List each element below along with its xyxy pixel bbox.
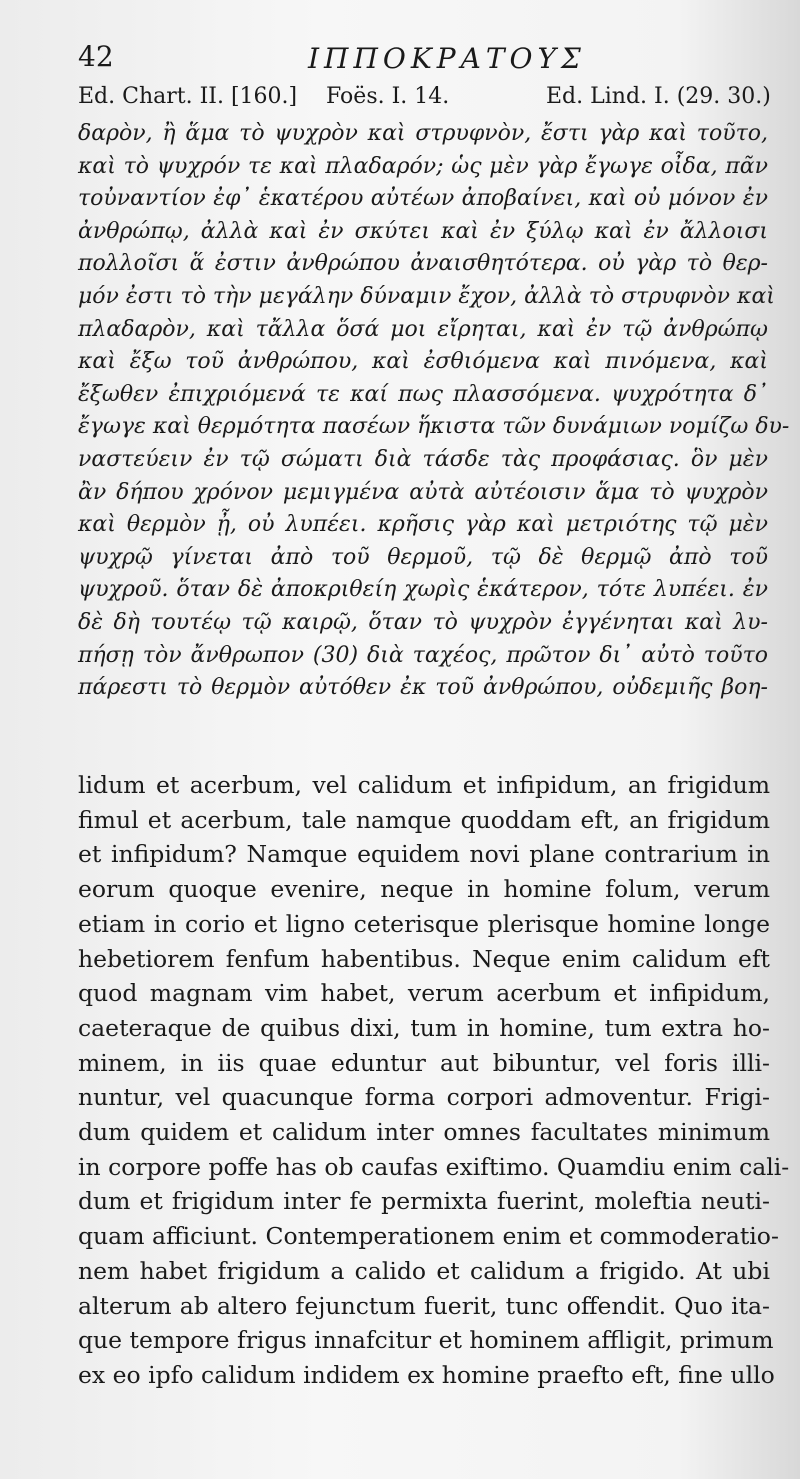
latin-text-line: ex eo ipfo calidum indidem ex homine praefto eft, fine ullo [78,1360,775,1389]
latin-text-line: etiam in corio et ligno ceterisque plerisque homine longe [78,909,770,938]
greek-text-line: ἔξωθεν ἐπιχριόμενά τε καί πως πλασσόμενα. ψυχρότητα δ᾿ [78,381,768,407]
greek-text-line: πλαδαρὸν, καὶ τἄλλα ὅσά μοι εἴρηται, καὶ ἐν τῷ ἀνθρώπῳ [78,316,768,342]
page-number: 42 [78,40,114,73]
greek-text-line: ἔγωγε καὶ θερμότητα πασέων ἥκιστα τῶν δυνάμιων νομίζω δυ- [78,414,790,440]
latin-text-line: lidum et acerbum, vel calidum et infipidum, an frigidum [78,771,770,799]
greek-text-line: ἀνθρώπῳ, ἀλλὰ καὶ ἐν σκύτει καὶ ἐν ξύλῳ καὶ ἐν ἄλλοισι [78,218,768,244]
running-head: ΙΠΠΟΚΡΑΤΟΥΣ [308,42,586,75]
latin-text-line: eorum quoque evenire, neque in homine folum, verum [78,875,770,904]
greek-text-line: πολλοῖσι ἅ ἐστιν ἀνθρώπου ἀναισθητότερα. οὐ γὰρ τὸ θερ- [78,251,768,277]
latin-text-line: nuntur, vel quacunque forma corpori admoventur. Frigi- [78,1083,770,1112]
greek-text-line: ἂν δήπου χρόνον μεμιγμένα αὐτὰ αὐτέοισιν ἅμα τὸ ψυχρὸν [78,479,768,505]
latin-text-line: alterum ab altero fejunctum fuerit, tunc offendit. Quo ita- [78,1291,770,1320]
edition-foes-ref: Foës. I. 14. [326,84,450,109]
greek-text-line: δὲ δὴ τουτέῳ τῷ καιρῷ, ὅταν τὸ ψυχρὸν ἐγγένηται καὶ λυ- [78,609,768,635]
latin-text-line: dum quidem et calidum inter omnes facultates minimum [78,1118,770,1147]
latin-text-line: caeteraque de quibus dixi, tum in homine, tum extra ho- [78,1013,770,1042]
latin-text-line: minem, in iis quae eduntur aut bibuntur, vel foris illi- [78,1048,770,1077]
latin-text-line: quod magnam vim habet, verum acerbum et infipidum, [78,979,770,1008]
greek-text-line: μόν ἐστι τὸ τὴν μεγάλην δύναμιν ἔχον, ἀλλὰ τὸ στρυφνὸν καὶ [78,283,775,309]
greek-text-line: πάρεστι τὸ θερμὸν αὐτόθεν ἐκ τοῦ ἀνθρώπου, οὐδεμιῆς βοη- [78,675,768,701]
greek-text-line: δαρὸν, ἢ ἅμα τὸ ψυχρὸν καὶ στρυφνὸν, ἔστι γὰρ καὶ τοῦτο, [78,121,768,146]
edition-chart-ref: Ed. Chart. II. [160.] [78,84,298,109]
greek-text-line: ψυχρῷ γίνεται ἀπὸ τοῦ θερμοῦ, τῷ δὲ θερμῷ ἀπὸ τοῦ [78,544,768,570]
greek-text-line: ψυχροῦ. ὅταν δὲ ἀποκριθείη χωρὶς ἑκάτερον, τότε λυπέει. ἐν [78,577,768,603]
greek-text-line: καὶ ἔξω τοῦ ἀνθρώπου, καὶ ἐσθιόμενα καὶ πινόμενα, καὶ [78,349,768,375]
greek-text-block [78,118,790,705]
latin-text-line: hebetiorem fenfum habentibus. Neque enim calidum eft [78,944,770,973]
page-header [78,40,760,80]
greek-text-line: τοὐναντίον ἐφ᾿ ἑκατέρου αὐτέων ἀποβαίνει, καὶ οὐ μόνον ἐν [78,186,768,212]
latin-text-line: que tempore frigus innafcitur et hominem affligit, primum [78,1326,774,1355]
greek-text-line: ναστεύειν ἐν τῷ σώματι διὰ τάσδε τὰς προφάσιας. ὃν μὲν [78,446,768,472]
latin-text-line: quam afficiunt. Contemperationem enim et commoderatio- [78,1222,779,1251]
latin-text-line: dum et frigidum inter fe permixta fuerint, moleftia neuti- [78,1187,770,1216]
greek-text-line: καὶ τὸ ψυχρόν τε καὶ πλαδαρόν; ὡς μὲν γὰρ ἔγωγε οἶδα, πᾶν [78,153,768,179]
greek-text-line: πήσῃ τὸν ἄνθρωπον (30) διὰ ταχέος, πρῶτον δι᾿ αὐτὸ τοῦτο [78,642,768,668]
edition-lind-ref: Ed. Lind. I. (29. 30.) [546,84,771,109]
greek-text-line: καὶ θερμὸν ᾖ, οὐ λυπέει. κρῆσις γὰρ καὶ μετριότης τῷ μὲν [78,512,768,538]
latin-text-line: et infipidum? Namque equidem novi plane contrarium in [78,840,770,869]
latin-text-line: nem habet frigidum a calido et calidum a frigido. At ubi [78,1256,770,1285]
latin-text-block [78,768,790,1393]
latin-text-line: in corpore poffe has ob caufas exiftimo. Quamdiu enim cali- [78,1152,790,1181]
latin-text-line: fimul et acerbum, tale namque quoddam eft, an frigidum [78,805,770,834]
